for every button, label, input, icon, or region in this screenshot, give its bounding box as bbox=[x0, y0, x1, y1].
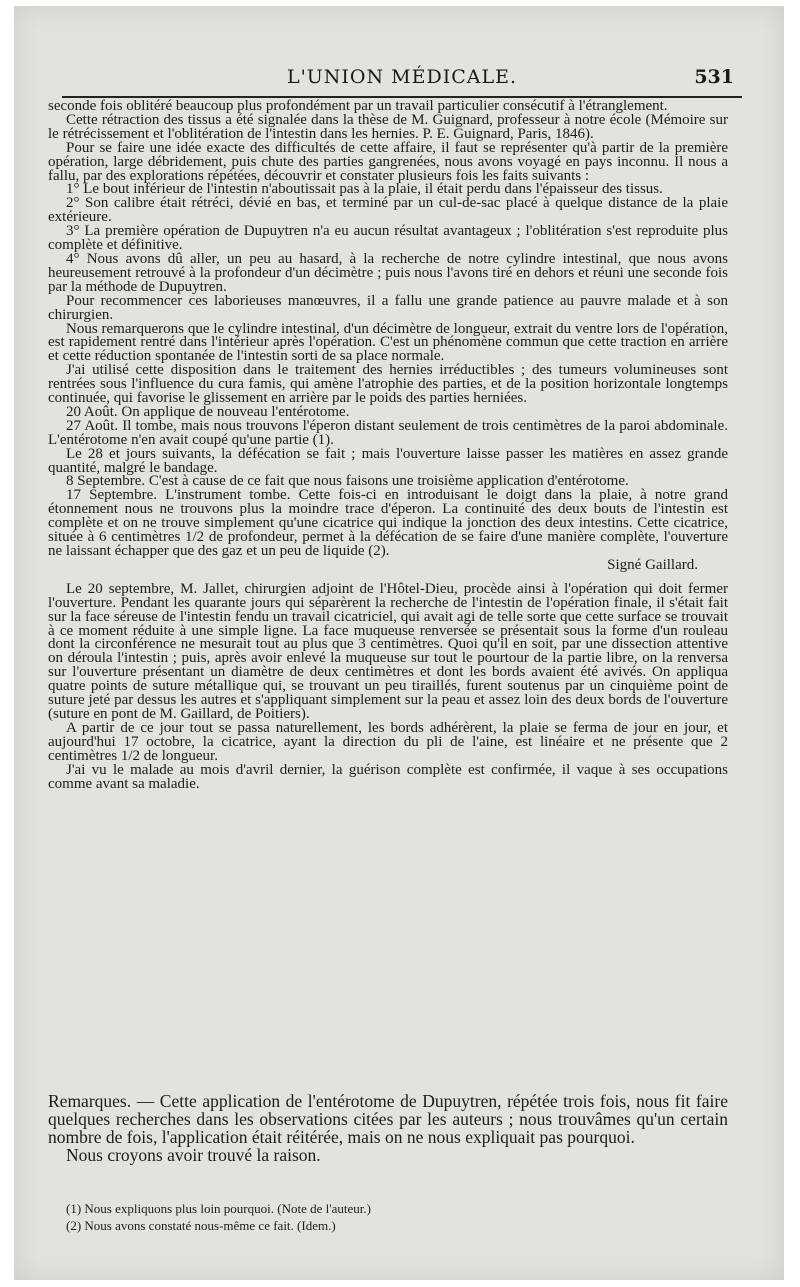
signature: Signé Gaillard. bbox=[607, 556, 698, 573]
paragraph: Nous remarquerons que le cylindre intestinal, d'un décimètre de longueur, extrait du ventre lors de l'opération, est rapidement rentré dans l'intérieur après l'opération. C'est un phénomène commun que cette traction en arrière et cette réduction spontanée de l'intestin sorti de sa place normale. bbox=[48, 320, 728, 365]
remarks-section bbox=[48, 1092, 728, 1164]
paragraph: 8 Septembre. C'est à cause de ce fait que nous faisons une troisième application d'entérotome. bbox=[66, 473, 629, 490]
paragraph: J'ai utilisé cette disposition dans le traitement des hernies irréductibles ; des tumeurs volumineuses sont rentrées sous l'influence du cura famis, qui amène l'atrophie des parties, et de la position horizontale longtemps continuée, qui favorise le glissement en arrière par le poids des parties herniées. bbox=[48, 362, 728, 407]
remarks-paragraph: Nous croyons avoir trouvé la raison. bbox=[66, 1145, 321, 1165]
paragraph: Cette rétraction des tissus a été signalée dans la thèse de M. Guignard, professeur à notre école (Mémoire sur le rétrécissement et l'oblitération de l'intestin dans les hernies. P. E. Guignard, Paris, 1846). bbox=[48, 111, 728, 142]
paragraph: 17 Septembre. L'instrument tombe. Cette fois-ci en introduisant le doigt dans la plaie, à notre grand étonnement nous ne trouvons plus la moindre trace d'éperon. La continuité des deux bouts de l'intestin est complète et on ne trouve simplement qu'une cicatrice qui indique la jonction des deux intestins. Cette cicatrice, située à 6 centimètres 1/2 de profondeur, permet à la défécation de se faire d'une manière complète, l'ouverture ne laissant échapper que des gaz et un peu de liquide (2). bbox=[48, 487, 728, 559]
page-header bbox=[62, 62, 742, 98]
paragraph: seconde fois oblitéré beaucoup plus profondément par un travail particulier consécutif à l'étranglement. bbox=[48, 98, 668, 114]
remarks-paragraph: Remarques. — Cette application de l'entérotome de Dupuytren, répétée trois fois, nous fit faire quelques recherches dans les observations citées par les auteurs ; nous trouvâmes qu'un certain nombre de fois, l'application était réitérée, mais on ne nous expliquait pas pourquoi. bbox=[48, 1091, 728, 1147]
paragraph: 27 Août. Il tombe, mais nous trouvons l'éperon distant seulement de trois centimètres de la paroi abdominale. L'entérotome n'en avait coupé qu'une partie (1). bbox=[48, 417, 728, 448]
paragraph: 1° Le bout inférieur de l'intestin n'aboutissait pas à la plaie, il était perdu dans l'épaisseur des tissus. bbox=[66, 181, 663, 198]
paragraph: J'ai vu le malade au mois d'avril dernier, la guérison complète est confirmée, il vaque à ses occupations comme avant sa maladie. bbox=[48, 761, 728, 792]
footnote: (1) Nous expliquons plus loin pourquoi. (Note de l'auteur.) bbox=[66, 1201, 371, 1216]
page-number: 531 bbox=[694, 66, 734, 88]
footnotes bbox=[66, 1200, 726, 1234]
paragraph: Pour se faire une idée exacte des difficultés de cette affaire, il faut se représenter qu'à partir de la première opération, large débridement, puis chute des parties gangrenées, nous avons voyagé en pays inconnu. Il nous a fallu, par des explorations répétées, découvrir et constater plusieurs fois les faits suivants : bbox=[48, 139, 728, 184]
paragraph: 2° Son calibre était rétréci, dévié en bas, et terminé par un cul-de-sac placé à quelque distance de la plaie extérieure. bbox=[48, 195, 728, 226]
body-text bbox=[48, 100, 728, 791]
paragraph: A partir de ce jour tout se passa naturellement, les bords adhérèrent, la plaie se ferma de jour en jour, et aujourd'hui 17 octobre, la cicatrice, ayant la direction du pli de l'aine, est linéaire et ne présente que 2 centimètres 1/2 de longueur. bbox=[48, 719, 728, 764]
paragraph: 4° Nous avons dû aller, un peu au hasard, à la recherche de notre cylindre intestinal, que nous avons heureusement retrouvé à la profondeur d'un décimètre ; puis nous l'avons tiré en dehors et réuni une seconde fois par la méthode de Dupuytren. bbox=[48, 250, 728, 295]
paragraph: 3° La première opération de Dupuytren n'a eu aucun résultat avantageux ; l'oblitération s'est reproduite plus complète et définitive. bbox=[48, 223, 728, 254]
paragraph: Le 20 septembre, M. Jallet, chirurgien adjoint de l'Hôtel-Dieu, procède ainsi à l'opération qui doit fermer l'ouverture. Pendant les quarante jours qui séparèrent la recherche de l'intestin de l'opération finale, il s'était fait sur la face séreuse de l'intestin fendu un travail cicatriciel, qui avait agi de telle sorte que cette surface se trouvait à ce moment réduite à une simple ligne. La face muqueuse renversée se présentait sous la forme d'un rouleau dont la circonférence ne mesurait tout au plus que 3 centimètres. Quoi qu'il en soit, par une dissection attentive on déroula l'intestin ; puis, après avoir enlevé la muqueuse sur tout le pourtour de la partie libre, on la renversa sur l'ouverture présentant un diamètre de deux centimètres et dont les bords avaient été avivés. On appliqua quatre points de suture métallique qui, se trouvant un peu tiraillés, furent soutenus par un cinquième point de suture jeté par dessus les autres et s'appliquant simplement sur la peau et assez loin des deux bords de l'ouverture (suture en pont de M. Gaillard, de Poitiers). bbox=[48, 580, 728, 722]
paragraph: 20 Août. On applique de nouveau l'entérotome. bbox=[66, 403, 350, 420]
footnote: (2) Nous avons constaté nous-même ce fait. (Idem.) bbox=[66, 1218, 336, 1233]
running-title: L'UNION MÉDICALE. bbox=[286, 66, 518, 88]
paragraph: Pour recommencer ces laborieuses manœuvres, il a fallu une grande patience au pauvre malade et à son chirurgien. bbox=[48, 292, 728, 323]
paragraph: Le 28 et jours suivants, la défécation se fait ; mais l'ouverture laisse passer les matières en assez grande quantité, malgré le bandage. bbox=[48, 445, 728, 476]
